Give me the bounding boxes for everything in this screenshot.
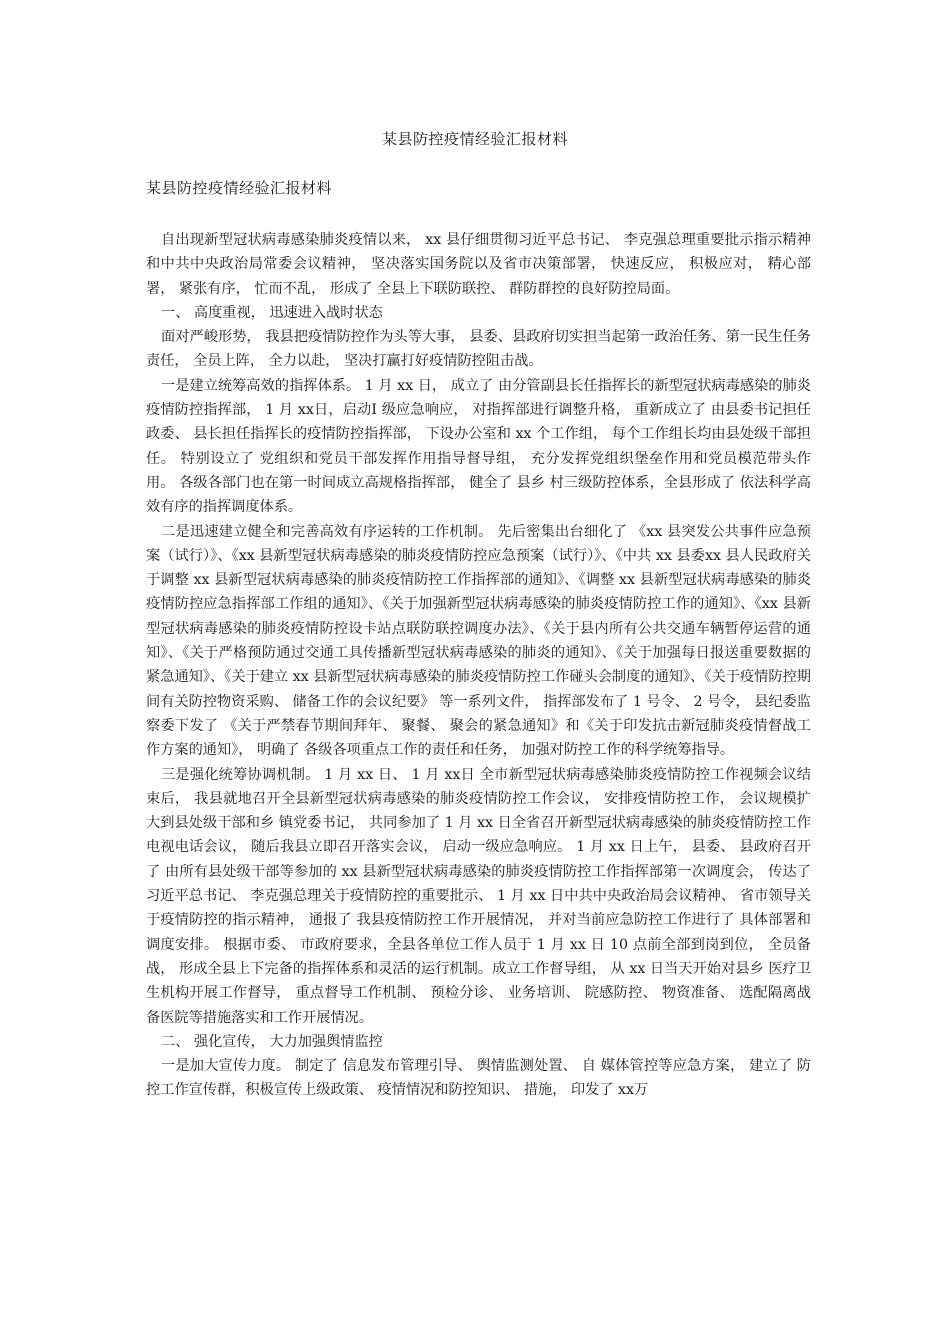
paragraph: 面对严峻形势， 我县把疫情防控作为头等大事， 县委、县政府切实担当起第一政治任务、第一民生任务责任， 全员上阵， 全力以赴， 坚决打赢打好疫情防控阻击战。 (146, 329, 811, 370)
paragraph: 自出现新型冠状病毒感染肺炎疫情以来， xx 县仔细贯彻习近平总书记、 李克强总理重要批示指示精神和中共中央政治局常委会议精神， 坚决落实国务院以及省市决策部署， 快速反应， 积极应对， 精心部署， 紧张有序， 忙而不乱， 形成了 全县上下联防联控、 群防群控的良好防控局面。 (146, 232, 811, 297)
paragraph: 三是强化统筹协调机制。 1 月 xx 日、 1 月 xx日 全市新型冠状病毒感染肺炎疫情防控工作视频会议结束后， 我县就地召开全县新型冠状病毒感染的肺炎疫情防控工作会议， 安排疫情防控工作， 会议规模扩大到县处级干部和乡 镇党委书记， 共同参加了 1 月 xx 日全省召开新型冠状病毒感染的肺炎疫情防控工作电视电话会议， 随后我县立即召开落实会议， 启动一级应急响应。 1 月 xx 日上午， 县委、 县政府召开了 由所有县处级干部等参加的 xx 县新型冠状病毒感染的肺炎疫情防控工作指挥部第一次调度会， 传达了 习近平总书记、 李克强总理关于疫情防控的重要批示、 1 月 xx 日中共中央政治局会议精神、 省市领导关于疫情防控的指示精神， 通报了 我县疫情防控工作开展情况， 并对当前应急防控工作进行了 具体部署和调度安排。 根据市委、 市政府要求，全县各单位工作人员于 1 月 xx 日 10 点前全部到岗到位， 全员备战， 形成全县上下完备的指挥体系和灵活的运行机制。成立工作督导组， 从 xx 日当天开始对县乡 医疗卫生机构开展工作督导， 重点督导工作机制、 预检分诊、 业务培训、 院感防控、 物资准备、 选配隔离战备医院等措施落实和工作开展情况。 (146, 766, 811, 1026)
section-heading: 二、 强化宣传， 大力加强舆情监控 (161, 1033, 383, 1050)
paragraph: 一是加大宣传力度。 制定了 信息发布管理引导、 舆情监测处置、 自 媒体管控等应急方案， 建立了 防控工作宣传群，积极宣传上级政策、 疫情情况和防控知识、 措施， 印发了 xx万 (146, 1058, 811, 1099)
document-body (146, 228, 811, 1103)
document-subtitle: 某县防控疫情经验汇报材料 (146, 179, 333, 197)
paragraph: 一是建立统筹高效的指挥体系。 1 月 xx 日， 成立了 由分管副县长任指挥长的新型冠状病毒感染的肺炎疫情防控指挥部， 1 月 xx日，启动Ⅰ 级应急响应， 对指挥部进行调整升格， 重新成立了 由县委书记担任政委、 县长担任指挥长的疫情防控指挥部， 下设办公室和 xx 个工作组， 每个工作组长均由县处级干部担任。 特别设立了 党组织和党员干部发挥作用指导督导组， 充分发挥党组织堡垒作用和党员模范带头作用。 各级各部门也在第一时间成立高规格指挥部， 健全了 县乡 村三级防控体系，全县形成了 依法科学高效有序的指挥调度体系。 (146, 377, 811, 516)
section-heading: 一、 高度重视， 迅速进入战时状态 (161, 304, 383, 321)
document-title: 某县防控疫情经验汇报材料 (381, 130, 568, 148)
paragraph: 二是迅速建立健全和完善高效有序运转的工作机制。 先后密集出台细化了 《xx 县突发公共事件应急预案（试行）》、《xx 县新型冠状病毒感染的肺炎疫情防控应急预案（试行）》、《中共 xx 县委xx 县人民政府关于调整 xx 县新型冠状病毒感染的肺炎疫情防控工作指挥部的通知》、《调整 xx 县新型冠状病毒感染的肺炎疫情防控应急指挥部工作组的通知》、《关于加强新型冠状病毒感染的肺炎疫情防控工作的通知》、《xx 县新型冠状病毒感染的肺炎疫情防控设卡站点联防联控调度办法》、《关于县内所有公共交通车辆暂停运营的通知》、《关于严格预防通过交通工具传播新型冠状病毒感染的肺炎的通知》、《关于加强每日报送重要数据的紧急通知》、《关于建立 xx 县新型冠状病毒感染的肺炎疫情防控工作碰头会制度的通知》、《关于疫情防控期间有关防控物资采购、 储备工作的会议纪要》 等一系列文件， 指挥部发布了 1 号令、 2 号令， 县纪委监察委下发了 《关于严禁春节期间拜年、 聚餐、 聚会的紧急通知》和《关于印发抗击新冠肺炎疫情督战工作方案的通知》， 明确了 各级各项重点工作的责任和任务， 加强对防控工作的科学统筹指导。 (146, 523, 811, 759)
